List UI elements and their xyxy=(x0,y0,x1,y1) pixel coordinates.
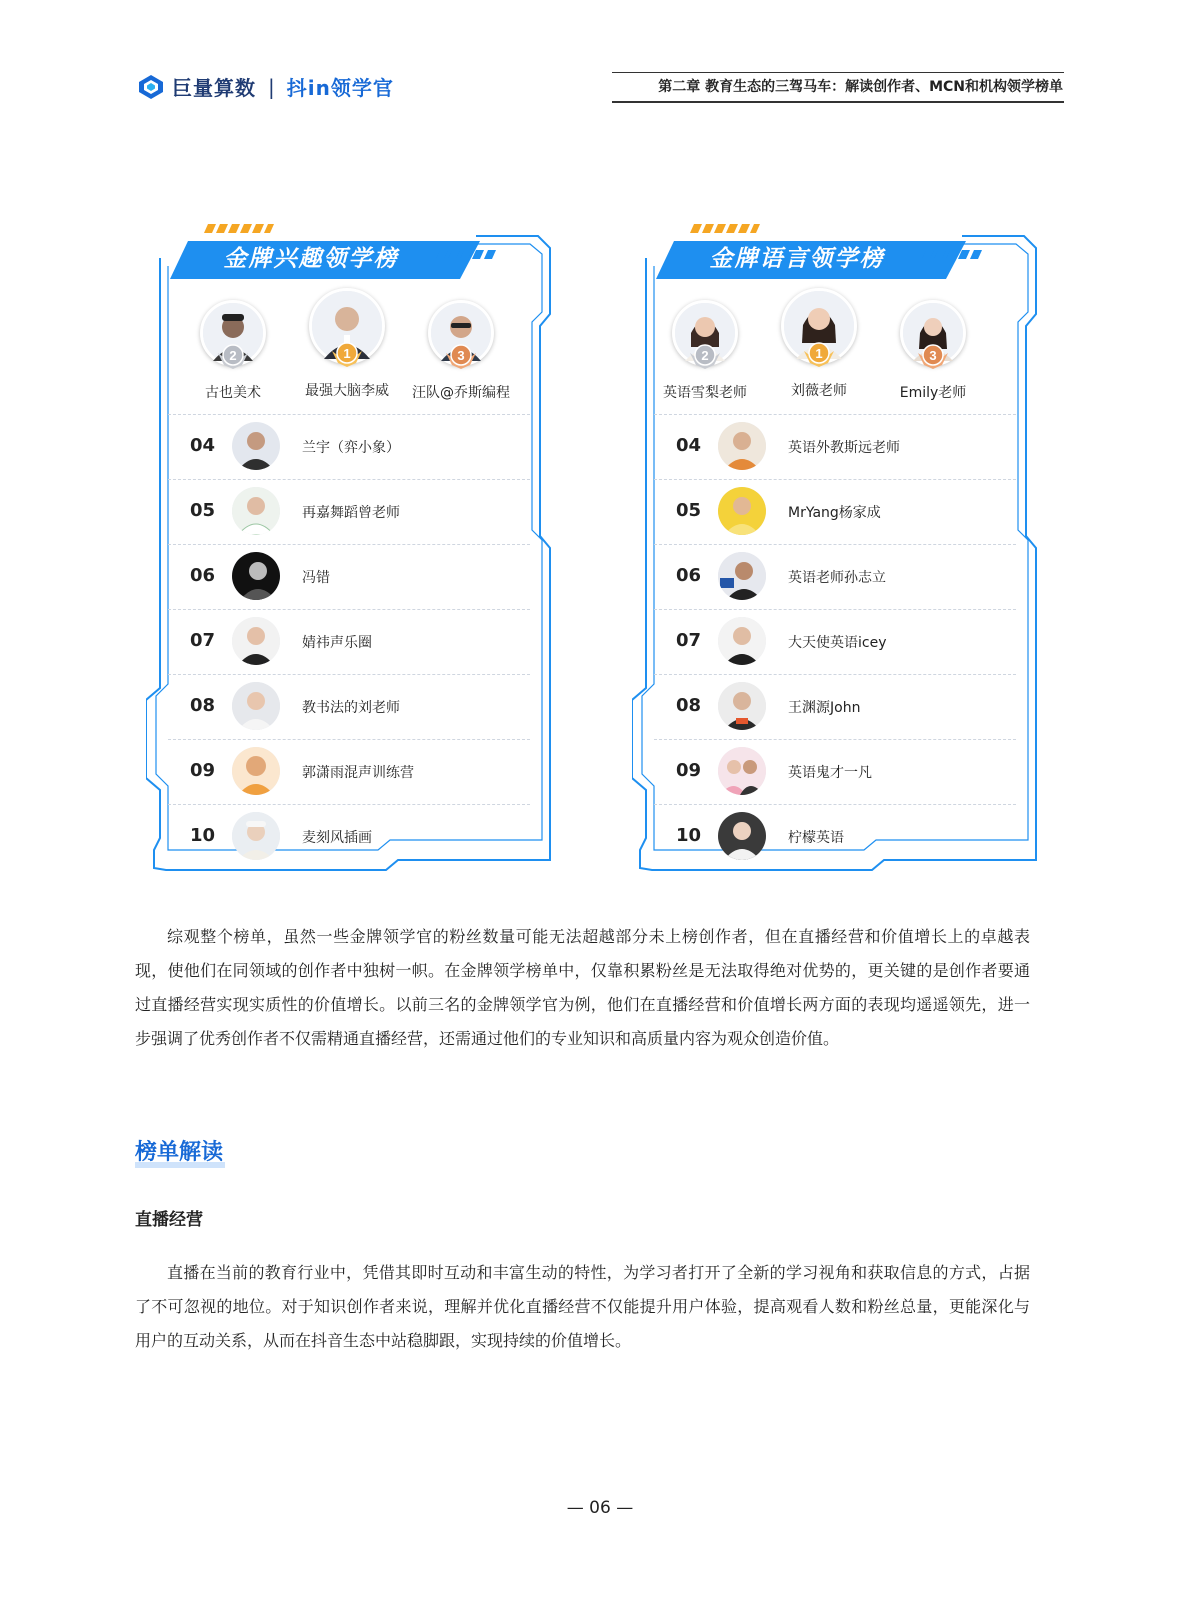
person-avatar-icon xyxy=(718,487,766,535)
list-item xyxy=(654,414,1016,479)
rank-number: 08 xyxy=(190,695,216,716)
person-avatar-icon xyxy=(232,812,280,860)
person-avatar-icon xyxy=(232,617,280,665)
medal-rank: 2 xyxy=(229,348,237,363)
avatar xyxy=(718,747,766,795)
podium-name: 英语雪梨老师 xyxy=(663,385,747,401)
avatar xyxy=(718,682,766,730)
ranking-list xyxy=(654,414,1016,869)
creator-name: 教书法的刘老师 xyxy=(302,700,400,716)
top-three xyxy=(146,288,566,413)
rank-number: 10 xyxy=(676,825,702,846)
person-avatar-icon xyxy=(232,552,280,600)
rank-number: 04 xyxy=(676,435,702,456)
podium-name: Emily老师 xyxy=(899,385,967,401)
page-number: — 06 — xyxy=(566,1498,634,1518)
rank-number: 05 xyxy=(190,500,216,521)
rank-number: 06 xyxy=(190,565,216,586)
avatar xyxy=(718,617,766,665)
juliang-logo-icon xyxy=(138,74,164,100)
summary-paragraph: 综观整个榜单，虽然一些金牌领学官的粉丝数量可能无法超越部分未上榜创作者，但在直播经营和价值增长上的卓越表现，使他们在同领域的创作者中独树一帜。在金牌领学榜单中，仅靠积累粉丝是无法取得绝对优势的，更关键的是创作者要通过直播经营实现实质性的价值增长。以前三名的金牌领学官为例，他们在直播经营和价值增长两方面的表现均遥遥领先，进一步强调了优秀创作者不仅需精通直播经营，还需通过他们的专业知识和高质量内容为观众创造价值。 xyxy=(135,927,1030,1048)
rank-number: 08 xyxy=(676,695,702,716)
avatar xyxy=(232,552,280,600)
creator-name: 英语老师孙志立 xyxy=(788,570,886,586)
podium-rank-2 xyxy=(168,300,298,402)
avatar xyxy=(232,617,280,665)
stripe-decoration-icon xyxy=(690,224,760,234)
medal-rank: 3 xyxy=(457,348,465,363)
section-title: 榜单解读 xyxy=(135,1140,224,1165)
person-avatar-icon xyxy=(718,747,766,795)
rank-number: 10 xyxy=(190,825,216,846)
list-item xyxy=(168,414,530,479)
list-item xyxy=(168,739,530,804)
list-item xyxy=(168,544,530,609)
gold-medal-icon xyxy=(802,337,836,371)
leaderboard-title: 金牌兴趣领学榜 xyxy=(223,246,399,272)
creator-name: 王渊源John xyxy=(788,700,861,716)
list-item xyxy=(654,674,1016,739)
rank-number: 09 xyxy=(676,760,702,781)
list-item xyxy=(168,609,530,674)
person-avatar-icon xyxy=(718,422,766,470)
medal-rank: 3 xyxy=(929,348,937,363)
avatar xyxy=(232,682,280,730)
list-item xyxy=(654,479,1016,544)
list-item xyxy=(654,739,1016,804)
silver-medal-icon xyxy=(216,339,250,373)
list-item xyxy=(168,804,530,869)
rank-number: 04 xyxy=(190,435,216,456)
avatar xyxy=(309,288,385,364)
person-avatar-icon xyxy=(718,617,766,665)
podium-rank-2 xyxy=(640,300,770,402)
brand-secondary: 抖in领学官 xyxy=(286,76,394,100)
rank-number: 09 xyxy=(190,760,216,781)
creator-name: 兰宇（弈小象） xyxy=(302,440,400,456)
stripe-decoration-icon xyxy=(436,250,496,260)
chapter-title: 第二章 教育生态的三驾马车：解读创作者、MCN和机构领学榜单 xyxy=(658,79,1063,95)
podium-name: 最强大脑李威 xyxy=(305,383,389,399)
medal-rank: 1 xyxy=(343,346,351,361)
podium-rank-1 xyxy=(282,288,412,400)
avatar xyxy=(200,300,266,366)
gold-medal-icon xyxy=(330,337,364,371)
creator-name: 英语鬼才一凡 xyxy=(788,765,872,781)
leaderboard-title: 金牌语言领学榜 xyxy=(709,246,885,272)
person-avatar-icon xyxy=(718,552,766,600)
rank-number: 05 xyxy=(676,500,702,521)
avatar xyxy=(781,288,857,364)
avatar xyxy=(428,300,494,366)
podium-rank-3 xyxy=(868,300,998,402)
top-three xyxy=(632,288,1052,413)
stripe-decoration-icon xyxy=(204,224,274,234)
creator-name: 麦刻风插画 xyxy=(302,830,372,846)
list-item xyxy=(654,544,1016,609)
podium-rank-1 xyxy=(754,288,884,400)
podium-name: 刘薇老师 xyxy=(791,383,847,399)
list-item xyxy=(654,609,1016,674)
avatar xyxy=(718,552,766,600)
brand-separator: | xyxy=(268,74,275,99)
bronze-medal-icon xyxy=(916,339,950,373)
creator-name: 冯错 xyxy=(302,570,330,586)
creator-name: 郭潇雨混声训练营 xyxy=(302,765,414,781)
subsection-title: 直播经营 xyxy=(135,1210,203,1230)
avatar xyxy=(232,422,280,470)
medal-rank: 1 xyxy=(815,346,823,361)
rank-number: 07 xyxy=(676,630,702,651)
person-avatar-icon xyxy=(718,682,766,730)
interest-leaderboard xyxy=(146,218,566,908)
avatar xyxy=(672,300,738,366)
brand-logo xyxy=(138,72,394,101)
list-item xyxy=(168,674,530,739)
rank-number: 07 xyxy=(190,630,216,651)
person-avatar-icon xyxy=(718,812,766,860)
person-avatar-icon xyxy=(232,747,280,795)
podium-name: 古也美术 xyxy=(205,385,261,401)
page-header xyxy=(0,0,1200,120)
creator-name: 婧祎声乐圈 xyxy=(302,635,372,651)
silver-medal-icon xyxy=(688,339,722,373)
person-avatar-icon xyxy=(232,487,280,535)
list-item xyxy=(654,804,1016,869)
bronze-medal-icon xyxy=(444,339,478,373)
podium-name: 汪队@乔斯编程 xyxy=(412,385,510,401)
live-streaming-paragraph: 直播在当前的教育行业中，凭借其即时互动和丰富生动的特性，为学习者打开了全新的学习视角和获取信息的方式，占据了不可忽视的地位。对于知识创作者来说，理解并优化直播经营不仅能提升用户体验，提高观看人数和粉丝总量，更能深化与用户的互动关系，从而在抖音生态中站稳脚跟，实现持续的价值增长。 xyxy=(135,1263,1030,1350)
avatar xyxy=(718,487,766,535)
medal-rank: 2 xyxy=(701,348,709,363)
avatar xyxy=(232,747,280,795)
creator-name: 再嘉舞蹈曾老师 xyxy=(302,505,400,521)
rank-number: 06 xyxy=(676,565,702,586)
person-avatar-icon xyxy=(232,422,280,470)
creator-name: 柠檬英语 xyxy=(788,830,844,846)
chapter-rule-top xyxy=(612,72,1064,73)
avatar xyxy=(900,300,966,366)
avatar xyxy=(232,812,280,860)
stripe-decoration-icon xyxy=(922,250,982,260)
avatar xyxy=(718,812,766,860)
person-avatar-icon xyxy=(232,682,280,730)
chapter-rule-bottom xyxy=(612,101,1064,103)
language-leaderboard xyxy=(632,218,1052,908)
podium-rank-3 xyxy=(396,300,526,402)
creator-name: 英语外教斯远老师 xyxy=(788,440,900,456)
ranking-list xyxy=(168,414,530,869)
list-item xyxy=(168,479,530,544)
brand-primary: 巨量算数 xyxy=(172,76,256,100)
creator-name: 大天使英语icey xyxy=(788,635,887,651)
creator-name: MrYang杨家成 xyxy=(788,505,881,521)
avatar xyxy=(232,487,280,535)
avatar xyxy=(718,422,766,470)
